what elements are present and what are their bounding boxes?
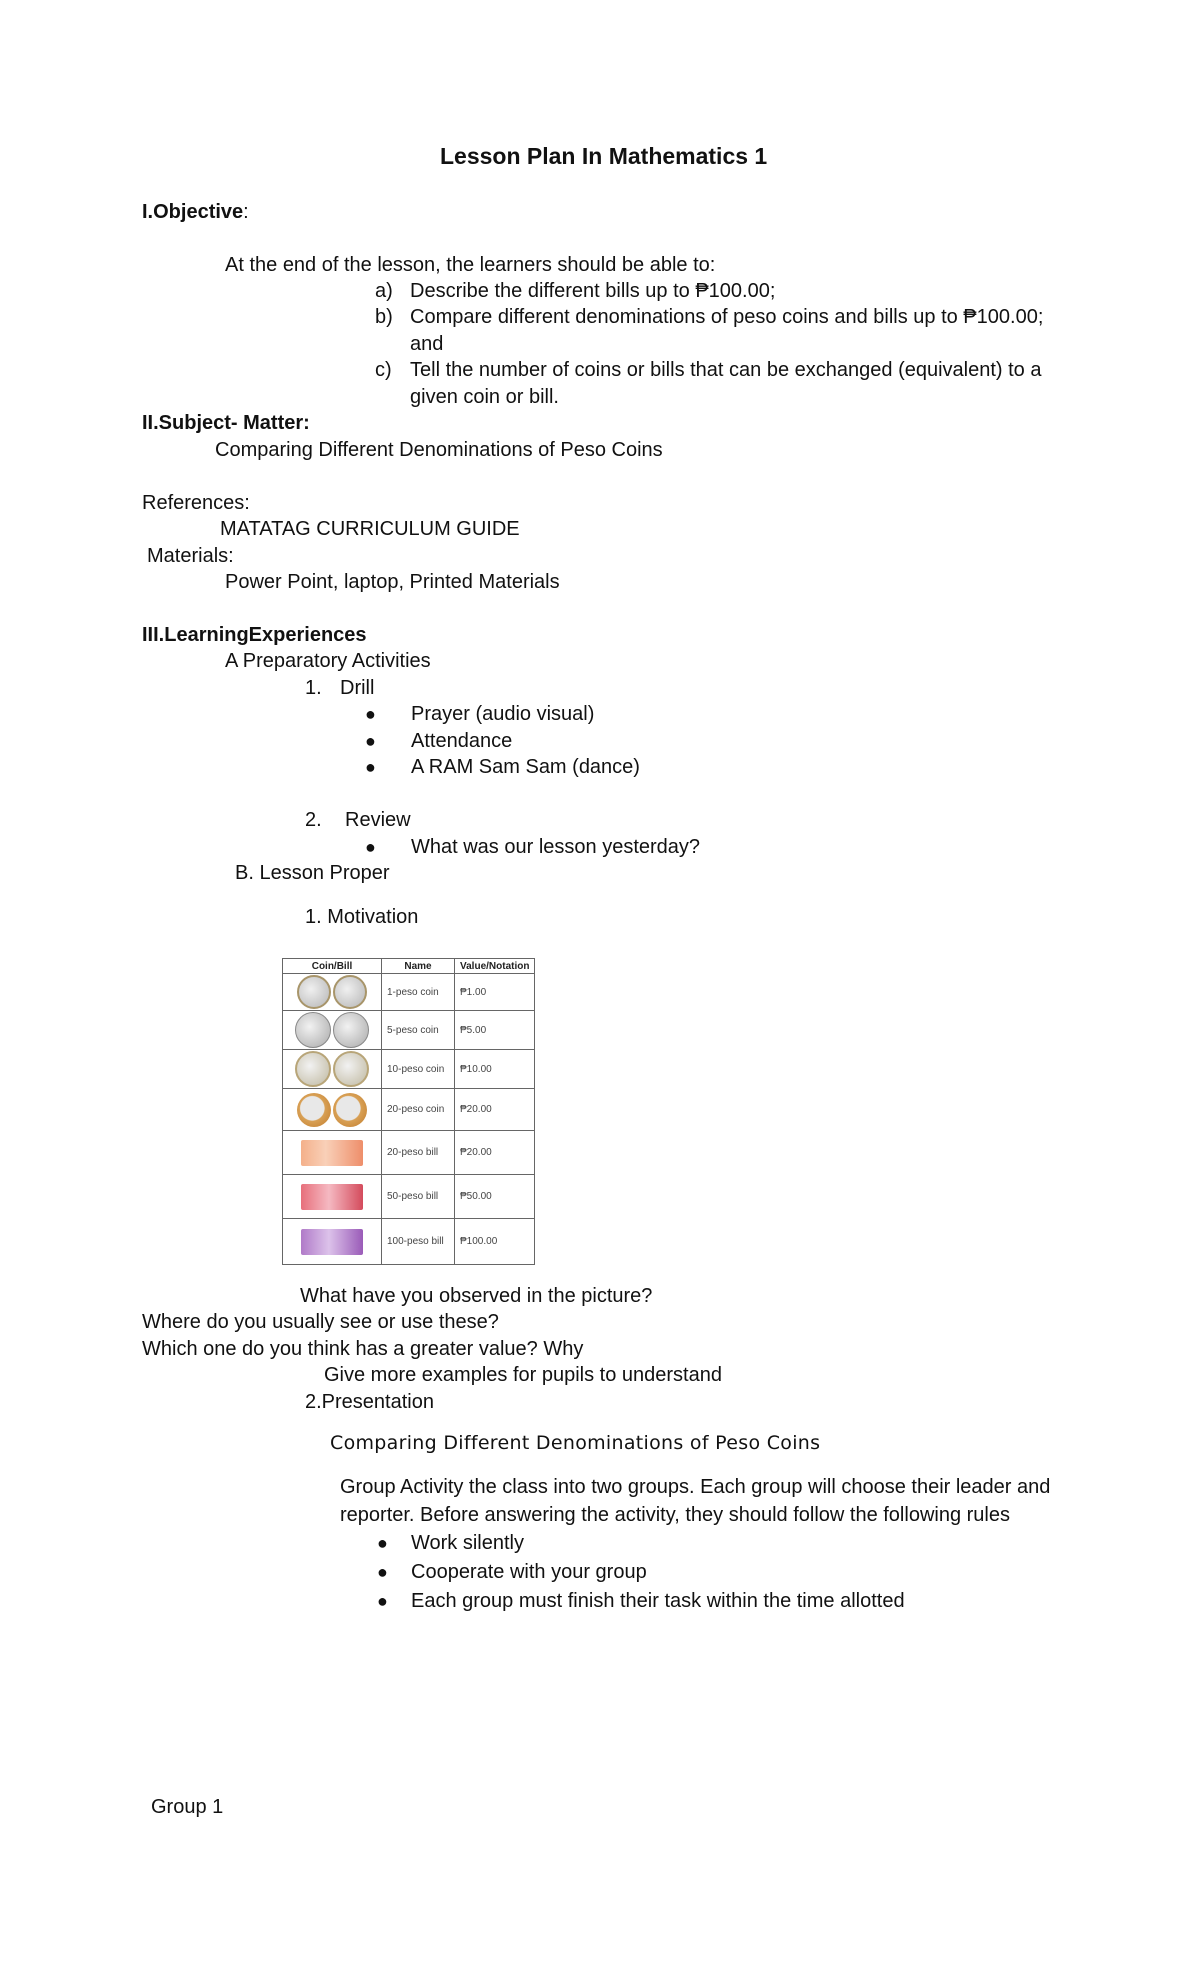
coin-value: ₱20.00 <box>455 1089 535 1131</box>
group-activity-line1: Group Activity the class into two groups. Each group will choose their leader and <box>340 1476 1051 1498</box>
bullet-icon: ● <box>365 837 376 857</box>
group-activity-line2: reporter. Before answering the activity, they should follow the following rules <box>340 1504 1010 1526</box>
bill-value: ₱100.00 <box>455 1219 535 1265</box>
question: Where do you usually see or use these? <box>142 1311 499 1333</box>
table-row <box>283 1011 535 1050</box>
table-row <box>283 1050 535 1089</box>
bullet-icon: ● <box>377 1562 388 1582</box>
page-title: Lesson Plan In Mathematics 1 <box>440 143 768 169</box>
bullet-icon: ● <box>365 731 376 751</box>
objective-item-a: Describe the different bills up to ₱100.00; <box>410 280 776 302</box>
table-row <box>283 1175 535 1219</box>
objective-item-c-line1: Tell the number of coins or bills that can be exchanged (equivalent) to a <box>410 359 1042 381</box>
motivation-label: 1. Motivation <box>305 906 419 928</box>
objective-item-c-line2: given coin or bill. <box>410 386 559 408</box>
drill-item: Attendance <box>411 730 513 752</box>
coin-front-icon <box>295 1051 331 1087</box>
coin-front-icon <box>295 1012 331 1048</box>
bill-name: 100-peso bill <box>382 1219 455 1265</box>
bill-icon <box>301 1184 363 1210</box>
table-header-row <box>283 959 535 974</box>
fifty-peso-bill-image <box>283 1175 382 1219</box>
question: Which one do you think has a greater value? Why <box>142 1338 584 1360</box>
objective-heading <box>142 199 249 225</box>
table-row <box>283 1089 535 1131</box>
bill-value: ₱20.00 <box>455 1131 535 1175</box>
twenty-peso-coin-image <box>283 1089 382 1131</box>
coin-value: ₱1.00 <box>455 974 535 1011</box>
objective-heading-text: I.Objective <box>142 201 244 223</box>
coin-name: 1-peso coin <box>382 974 455 1011</box>
learning-heading: III.LearningExperiences <box>142 624 367 646</box>
objective-letter-a: a) <box>375 280 393 302</box>
hundred-peso-bill-image <box>283 1219 382 1265</box>
coin-back-icon <box>333 1012 369 1048</box>
column-header: Coin/Bill <box>283 959 382 974</box>
review-number: 2. <box>305 809 322 831</box>
lesson-proper: B. Lesson Proper <box>235 862 390 884</box>
subject-matter-topic: Comparing Different Denominations of Peso Coins <box>215 439 663 461</box>
review-item: What was our lesson yesterday? <box>411 836 701 858</box>
coin-back-icon <box>333 975 367 1009</box>
objective-intro: At the end of the lesson, the learners should be able to: <box>225 254 716 276</box>
table-row <box>283 1131 535 1175</box>
one-peso-coin-image <box>283 974 382 1011</box>
bill-value: ₱50.00 <box>455 1175 535 1219</box>
question: What have you observed in the picture? <box>300 1285 653 1307</box>
preparatory-activities: A Preparatory Activities <box>225 650 431 672</box>
instruction: Give more examples for pupils to understand <box>324 1364 722 1386</box>
subject-matter-heading: II.Subject- Matter: <box>142 412 310 434</box>
bill-name: 20-peso bill <box>382 1131 455 1175</box>
bill-icon <box>301 1229 363 1255</box>
table-row <box>283 1219 535 1265</box>
objective-item-b-line1: Compare different denominations of peso coins and bills up to ₱100.00; <box>410 306 1044 328</box>
presentation-label: 2.Presentation <box>305 1391 434 1413</box>
table-row <box>283 974 535 1011</box>
coin-back-icon <box>333 1051 369 1087</box>
materials-label: Materials: <box>147 545 234 567</box>
coin-value: ₱10.00 <box>455 1050 535 1089</box>
coin-name: 20-peso coin <box>382 1089 455 1131</box>
objective-letter-b: b) <box>375 306 393 328</box>
twenty-peso-bill-image <box>283 1131 382 1175</box>
drill-item: Prayer (audio visual) <box>411 703 595 725</box>
materials-value: Power Point, laptop, Printed Materials <box>225 571 560 593</box>
references-label: References: <box>142 492 250 514</box>
column-header: Value/Notation <box>455 959 535 974</box>
drill-item: A RAM Sam Sam (dance) <box>411 756 640 778</box>
bullet-icon: ● <box>377 1591 388 1611</box>
coin-front-icon <box>297 975 331 1009</box>
coin-name: 5-peso coin <box>382 1011 455 1050</box>
presentation-topic: Comparing Different Denominations of Peso Coins <box>330 1432 821 1454</box>
column-header: Name <box>382 959 455 974</box>
five-peso-coin-image <box>283 1011 382 1050</box>
ten-peso-coin-image <box>283 1050 382 1089</box>
drill-label: Drill <box>340 677 375 699</box>
references-value: MATATAG CURRICULUM GUIDE <box>220 518 520 540</box>
bill-icon <box>301 1140 363 1166</box>
bullet-icon: ● <box>377 1533 388 1553</box>
coin-back-icon <box>333 1093 367 1127</box>
review-label: Review <box>345 809 411 831</box>
rule-item: Cooperate with your group <box>411 1561 647 1583</box>
coin-name: 10-peso coin <box>382 1050 455 1089</box>
objective-heading-colon: : <box>243 201 249 223</box>
coin-bill-table <box>282 958 535 1265</box>
coin-front-icon <box>297 1093 331 1127</box>
coin-value: ₱5.00 <box>455 1011 535 1050</box>
group-label: Group 1 <box>151 1796 224 1818</box>
rule-item: Work silently <box>411 1532 524 1554</box>
bullet-icon: ● <box>365 704 376 724</box>
drill-number: 1. <box>305 677 322 699</box>
bill-name: 50-peso bill <box>382 1175 455 1219</box>
rule-item: Each group must finish their task within the time allotted <box>411 1590 905 1612</box>
objective-letter-c: c) <box>375 359 392 381</box>
objective-item-b-line2: and <box>410 333 444 355</box>
bullet-icon: ● <box>365 757 376 777</box>
